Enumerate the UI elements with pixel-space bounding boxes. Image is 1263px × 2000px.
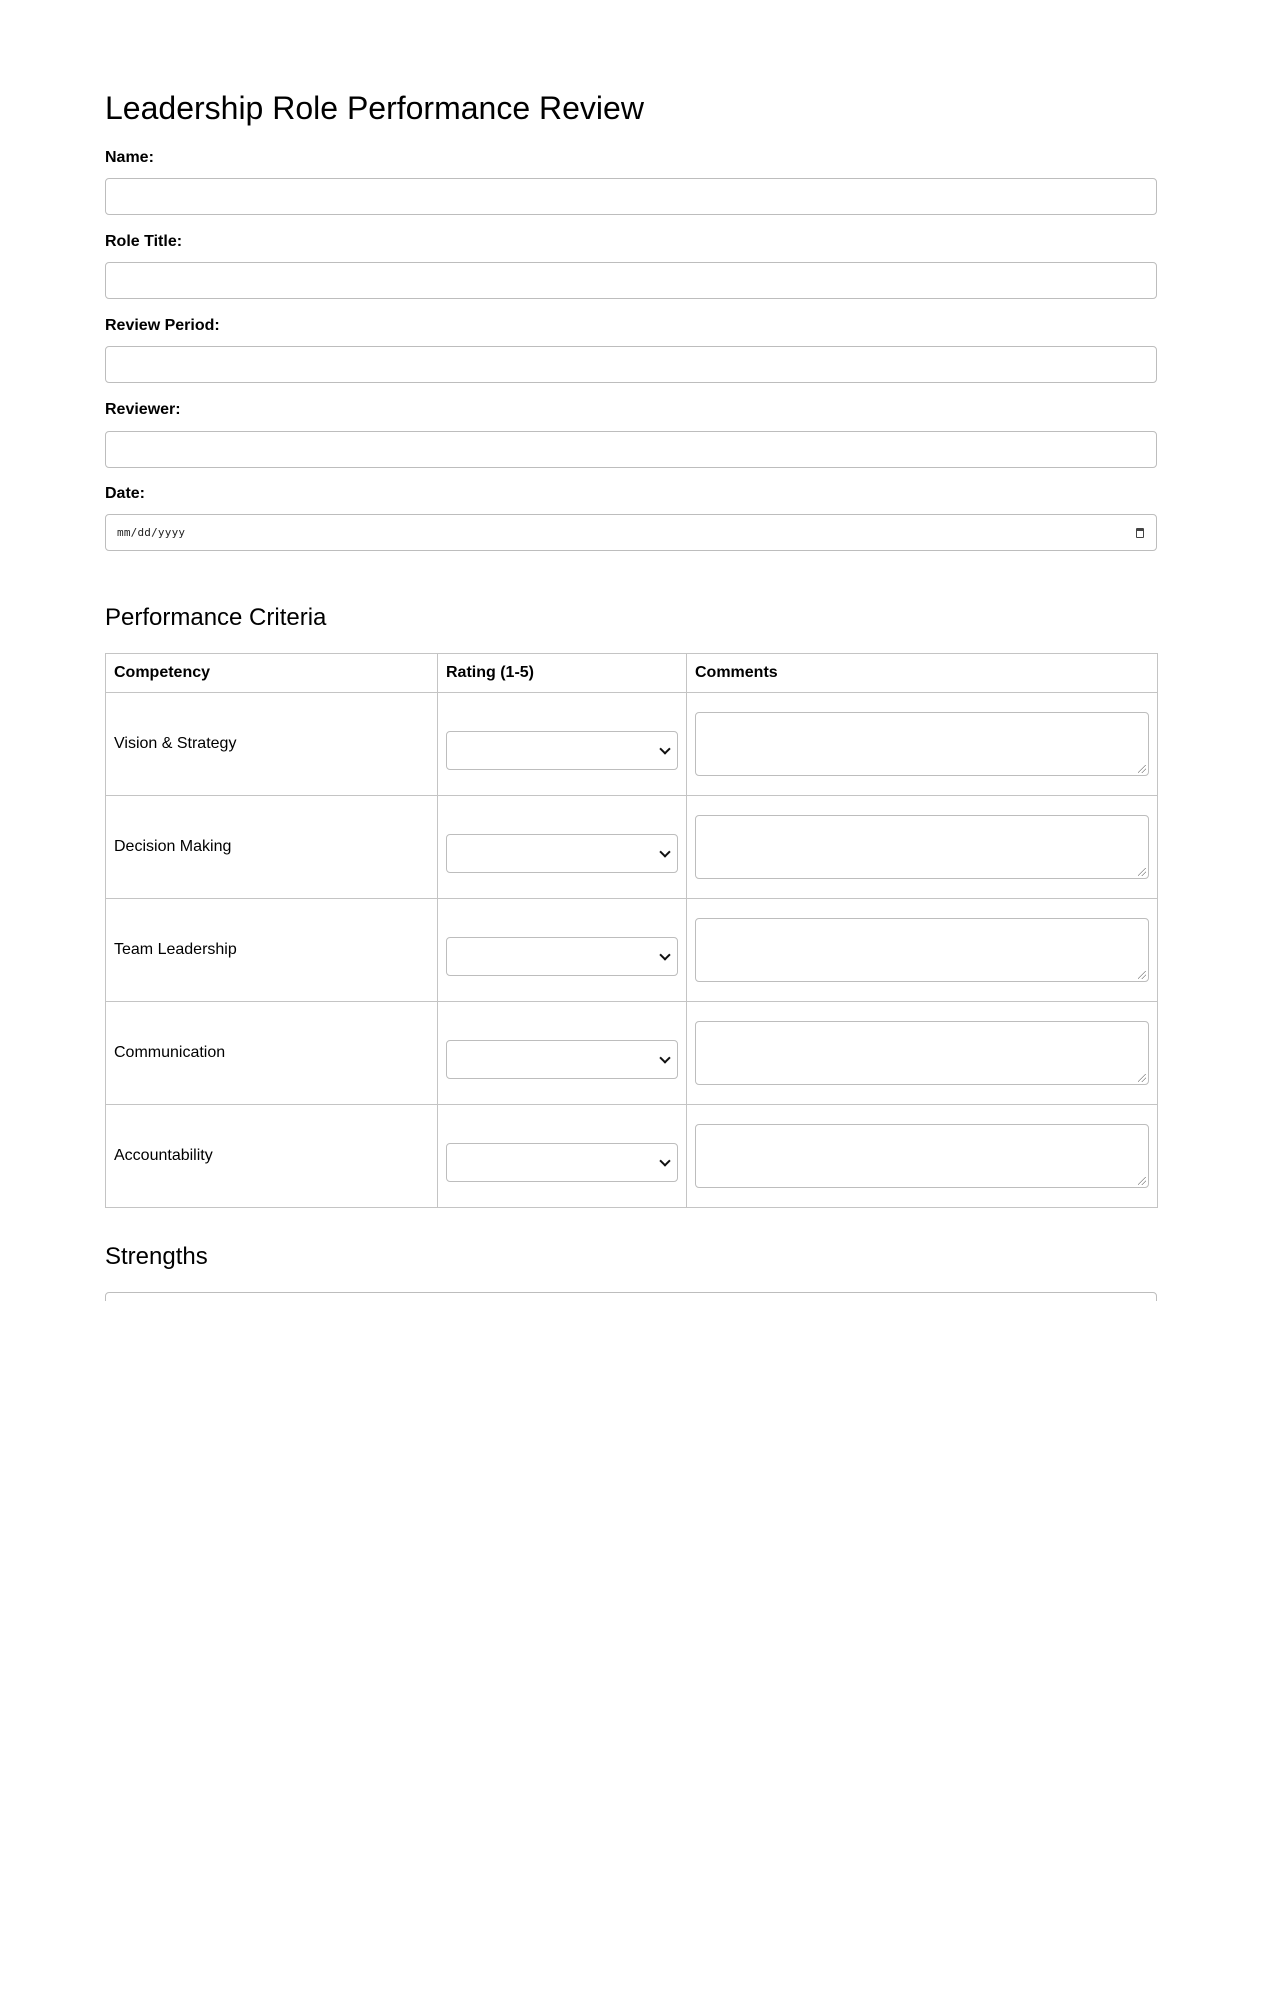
chevron-down-icon: [659, 846, 670, 857]
resize-handle-icon[interactable]: [1138, 1177, 1146, 1185]
rating-select[interactable]: [446, 937, 678, 976]
comments-cell: [687, 899, 1158, 1002]
competency-cell: Decision Making: [106, 796, 438, 899]
competency-cell: Team Leadership: [106, 899, 438, 1002]
comments-textarea[interactable]: [695, 712, 1149, 776]
chevron-down-icon: [659, 1052, 670, 1063]
date-label: Date:: [105, 485, 146, 502]
role-title-label: Role Title:: [105, 233, 183, 250]
competency-cell: Communication: [106, 1002, 438, 1105]
role-title-input[interactable]: [105, 262, 1157, 299]
rating-cell: [438, 899, 687, 1002]
calendar-icon[interactable]: [1136, 528, 1144, 538]
name-label: Name:: [105, 149, 154, 166]
reviewer-label: Reviewer:: [105, 401, 181, 418]
table-row: [106, 796, 1158, 899]
rating-select[interactable]: [446, 834, 678, 873]
performance-criteria-table: [105, 653, 1158, 1208]
rating-select[interactable]: [446, 1040, 678, 1079]
column-header-rating: Rating (1-5): [438, 654, 687, 693]
chevron-down-icon: [659, 1155, 670, 1166]
date-input[interactable]: [105, 514, 1157, 551]
performance-criteria-heading: Performance Criteria: [105, 604, 327, 631]
review-period-input[interactable]: [105, 346, 1157, 383]
resize-handle-icon[interactable]: [1138, 971, 1146, 979]
resize-handle-icon[interactable]: [1138, 765, 1146, 773]
comments-cell: [687, 1002, 1158, 1105]
comments-textarea[interactable]: [695, 1124, 1149, 1188]
chevron-down-icon: [659, 743, 670, 754]
competency-cell: Accountability: [106, 1105, 438, 1208]
name-input[interactable]: [105, 178, 1157, 215]
table-row: [106, 693, 1158, 796]
date-placeholder: mm/dd/yyyy: [117, 526, 186, 539]
comments-cell: [687, 693, 1158, 796]
resize-handle-icon[interactable]: [1138, 1074, 1146, 1082]
rating-select[interactable]: [446, 731, 678, 770]
resize-handle-icon[interactable]: [1138, 868, 1146, 876]
table-row: [106, 899, 1158, 1002]
chevron-down-icon: [659, 949, 670, 960]
column-header-comments: Comments: [687, 654, 1158, 693]
rating-cell: [438, 1002, 687, 1105]
comments-cell: [687, 796, 1158, 899]
rating-cell: [438, 693, 687, 796]
review-period-label: Review Period:: [105, 317, 220, 334]
strengths-heading: Strengths: [105, 1243, 208, 1270]
table-header-row: [106, 654, 1158, 693]
page-cutoff: [0, 1301, 1263, 2000]
table-row: [106, 1002, 1158, 1105]
comments-textarea[interactable]: [695, 815, 1149, 879]
rating-cell: [438, 796, 687, 899]
rating-cell: [438, 1105, 687, 1208]
comments-textarea[interactable]: [695, 918, 1149, 982]
page-title: Leadership Role Performance Review: [105, 90, 644, 126]
comments-textarea[interactable]: [695, 1021, 1149, 1085]
competency-cell: Vision & Strategy: [106, 693, 438, 796]
table-row: [106, 1105, 1158, 1208]
column-header-competency: Competency: [106, 654, 438, 693]
comments-cell: [687, 1105, 1158, 1208]
reviewer-input[interactable]: [105, 431, 1157, 468]
rating-select[interactable]: [446, 1143, 678, 1182]
